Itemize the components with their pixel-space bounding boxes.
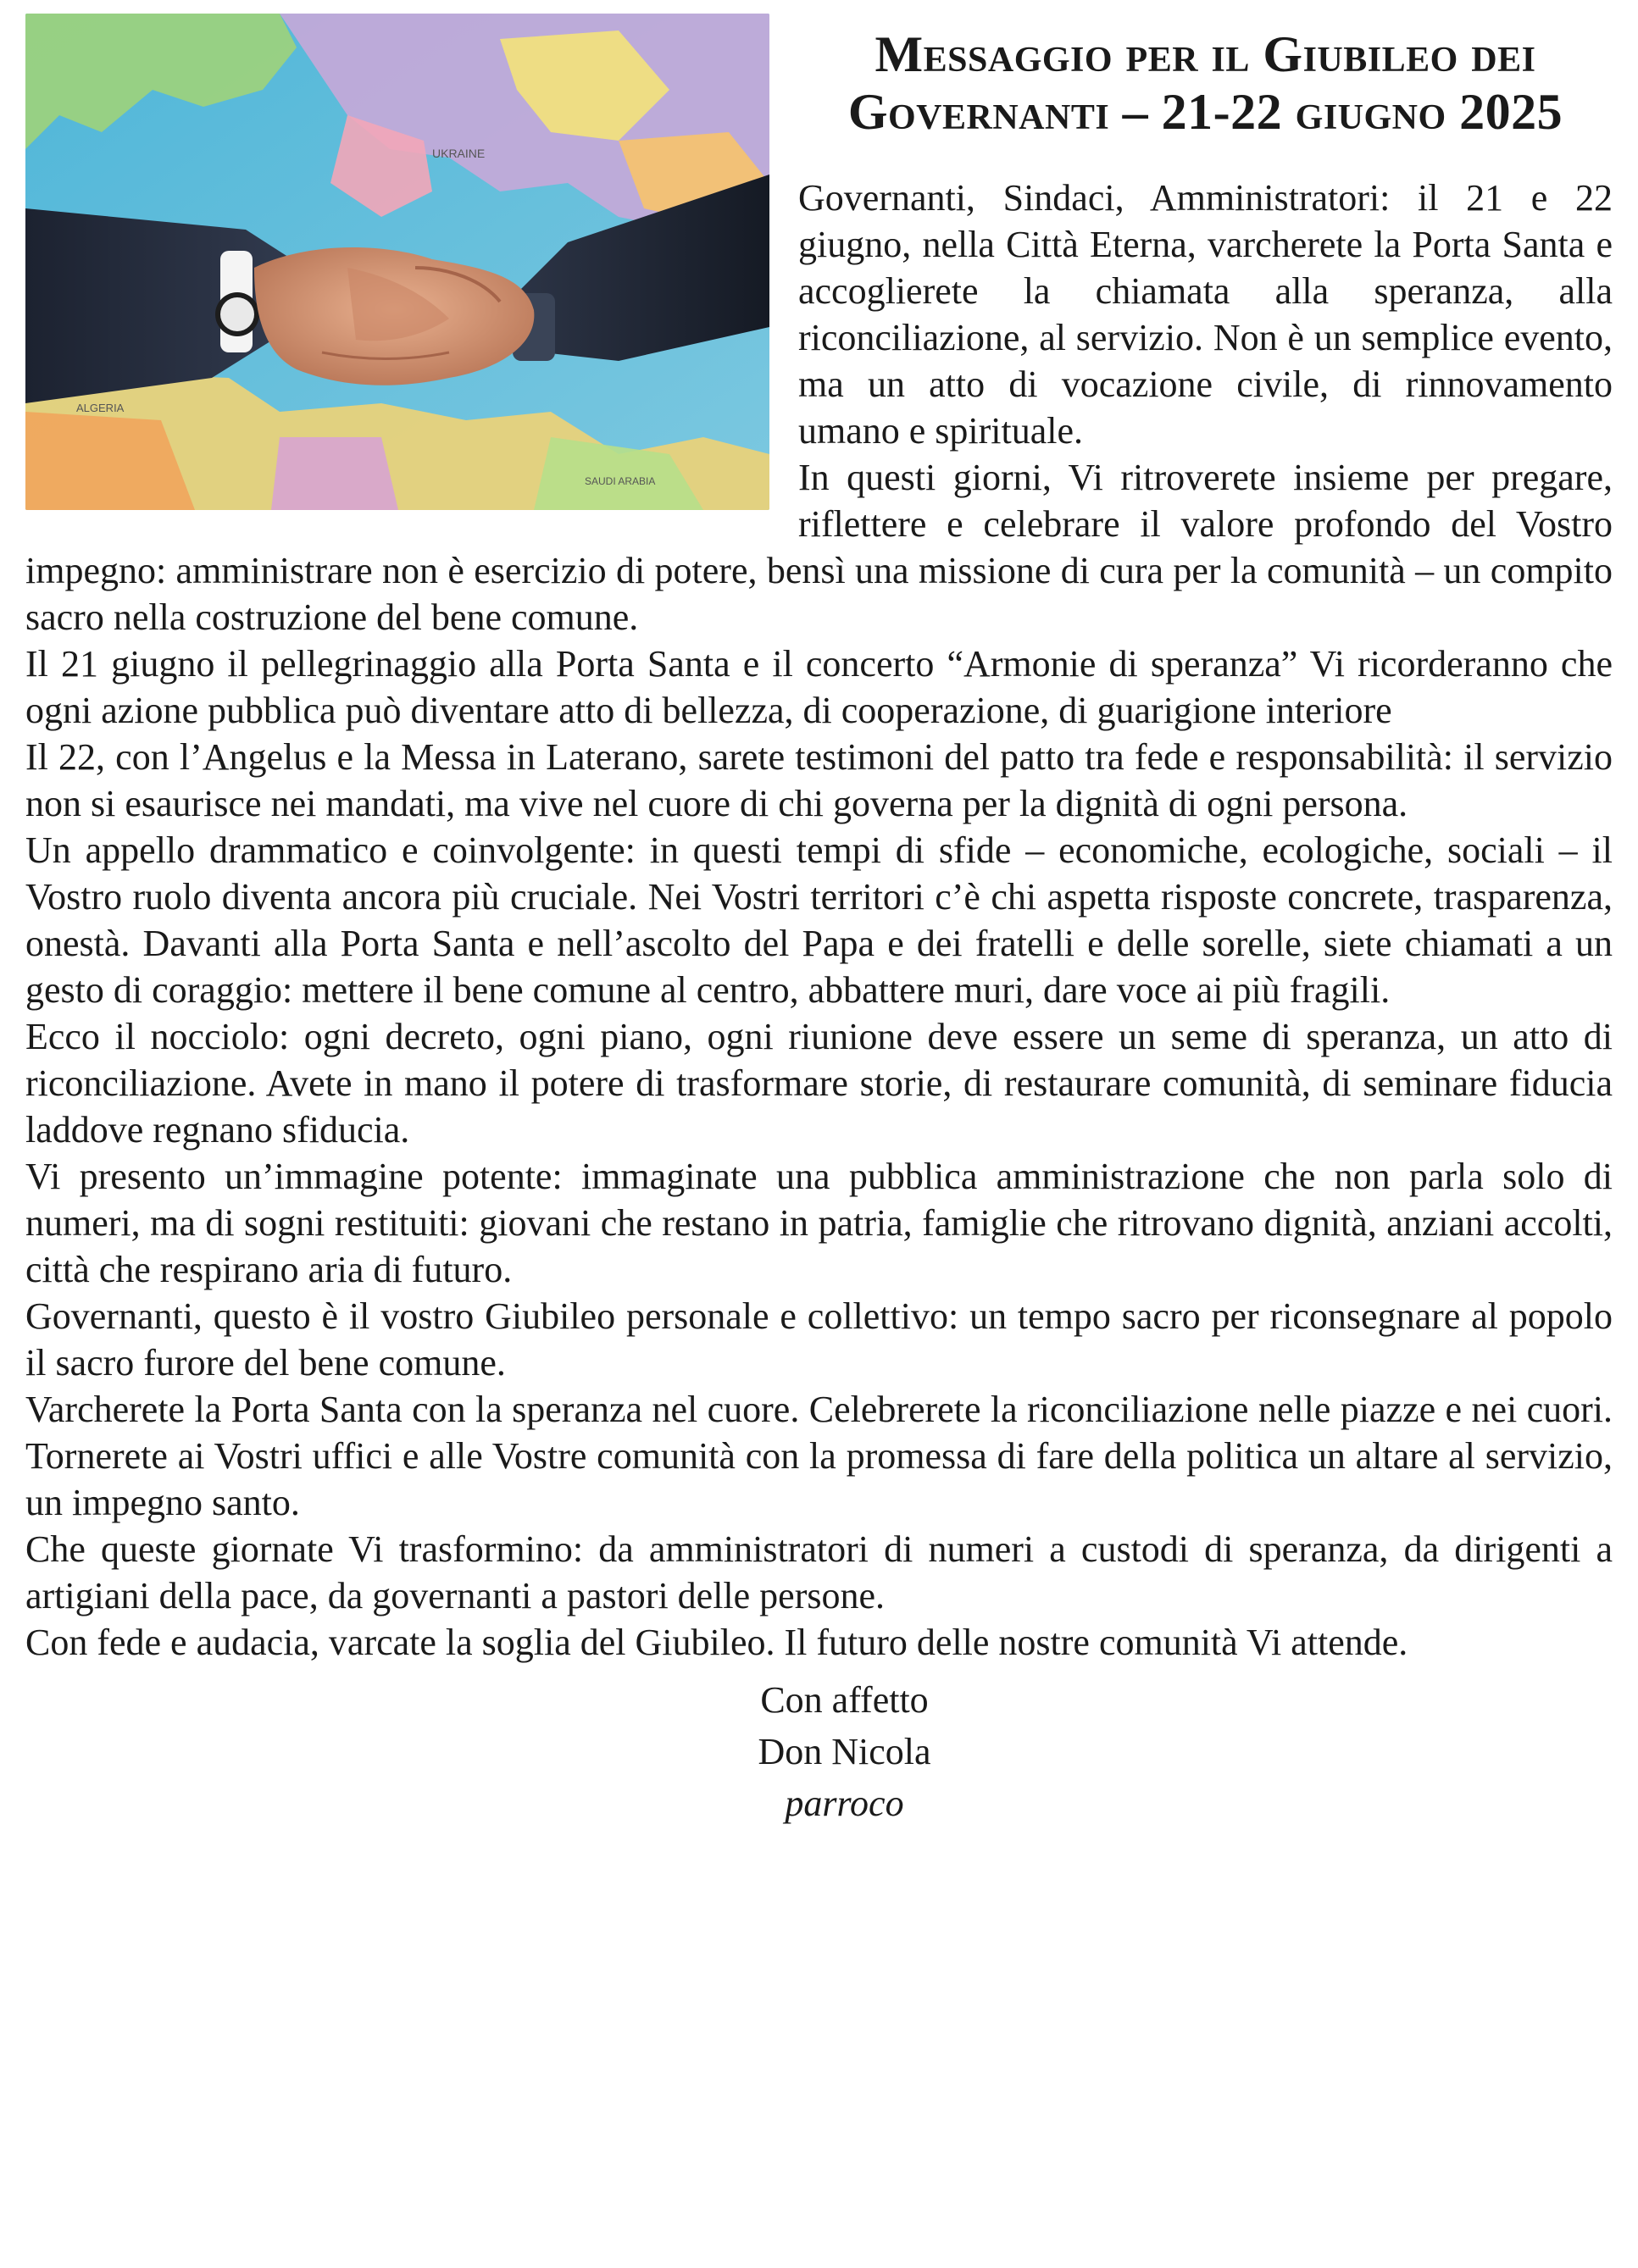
paragraph-1: Governanti, Sindaci, Amministratori: il 21 e 22 giugno, nella Città Eterna, varcherete la Porta Santa e accoglierete la chiamata alla speranza, alla riconciliazione, al servizio. Non è un semplice evento, ma un atto di vocazione civile, di rinnovamento umano e spirituale. (798, 177, 1613, 452)
paragraph-10: Che queste giornate Vi trasformino: da amministratori di numeri a custodi di speranza, da dirigenti a artigiani della pace, da governanti a pastori delle persone. (25, 1528, 1613, 1616)
paragraph-2: In questi giorni, Vi ritroverete insieme per pregare, riflettere e celebrare il valore profondo del Vostro impegno: amministrare non è esercizio di potere, bensì una missione di cura per la comunità – un compito sacro nella costruzione del bene comune. (25, 457, 1613, 638)
signature-block (76, 1674, 1613, 1829)
paragraph-3: Il 21 giugno il pellegrinaggio alla Porta Santa e il concerto “Armonie di speranza” Vi ricorderanno che ogni azione pubblica può diventare atto di bellezza, di cooperazione, di guarigione interiore (25, 643, 1613, 731)
paragraph-6: Ecco il nocciolo: ogni decreto, ogni piano, ogni riunione deve essere un seme di speranza, un atto di riconciliazione. Avete in mano il potere di trasformare storie, di restaurare comunità, di seminare fiducia laddove regnano sfiducia. (25, 1016, 1613, 1151)
paragraph-5: Un appello drammatico e coinvolgente: in questi tempi di sfide – economiche, ecologiche, sociali – il Vostro ruolo diventa ancora più cruciale. Nei Vostri territori c’è chi aspetta risposte concrete, trasparenza, onestà. Davanti alla Porta Santa e nell’ascolto del Papa e dei fratelli e delle sorelle, siete chiamati a un gesto di coraggio: mettere il bene comune al centro, abbattere muri, dare voce ai più fragili. (25, 829, 1613, 1011)
paragraph-4: Il 22, con l’Angelus e la Messa in Laterano, sarete testimoni del patto tra fede e responsabilità: il servizio non si esaurisce nei mandati, ma vive nel cuore di chi governa per la dignità di ogni persona. (25, 736, 1613, 824)
paragraph-8: Governanti, questo è il vostro Giubileo personale e collettivo: un tempo sacro per riconsegnare al popolo il sacro furore del bene comune. (25, 1295, 1613, 1384)
paragraph-9: Varcherete la Porta Santa con la speranza nel cuore. Celebrerete la riconciliazione nelle piazze e nei cuori. Tornerete ai Vostri uffici e alle Vostre comunità con la promessa di fare della politica un altare al servizio, un impegno santo. (25, 1389, 1613, 1523)
handshake-map-illustration (25, 14, 769, 510)
svg-text:ALGERIA: ALGERIA (76, 402, 125, 414)
signature-closing: Con affetto (760, 1679, 929, 1721)
paragraph-7: Vi presento un’immagine potente: immaginate una pubblica amministrazione che non parla solo di numeri, ma di sogni restituiti: giovani che restano in patria, famiglie che ritrovano dignità, anziani accolti, città che respirano aria di futuro. (25, 1156, 1613, 1290)
handshake-map-image (25, 14, 769, 510)
title-line-2: Governanti – 21-22 giugno 2025 (847, 84, 1563, 140)
paragraph-11: Con fede e audacia, varcate la soglia del Giubileo. Il futuro delle nostre comunità Vi attende. (25, 1622, 1408, 1663)
signature-name: Don Nicola (758, 1731, 931, 1772)
signature-role: parroco (785, 1783, 904, 1824)
svg-text:SAUDI ARABIA: SAUDI ARABIA (585, 475, 656, 487)
title-line-1: Messaggio per il Giubileo dei (875, 26, 1536, 82)
svg-text:UKRAINE: UKRAINE (432, 147, 486, 160)
document-page (25, 14, 1613, 1829)
